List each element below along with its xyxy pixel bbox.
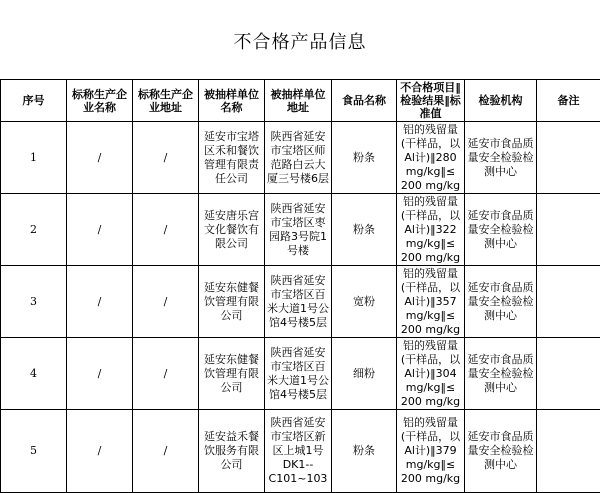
cell-agency: 延安市食品质量安全检验检测中心 — [465, 266, 537, 338]
page-title: 不合格产品信息 — [0, 28, 600, 54]
cell-remark — [537, 410, 600, 493]
cell-remark — [537, 122, 600, 194]
cell-producer-address: / — [133, 338, 199, 410]
cell-agency: 延安市食品质量安全检验检测中心 — [465, 338, 537, 410]
cell-sampled-address: 陕西省延安市宝塔区师范路白云大厦三号楼6层 — [265, 122, 332, 194]
header-sampled-address: 被抽样单位地址 — [265, 80, 332, 122]
header-producer-address: 标称生产企业地址 — [133, 80, 199, 122]
table-row — [1, 194, 600, 266]
header-producer-name: 标称生产企业名称 — [67, 80, 133, 122]
header-food-name: 食品名称 — [332, 80, 397, 122]
cell-producer-name: / — [67, 410, 133, 493]
cell-sampled-address: 陕西省延安市宝塔区百米大道1号公馆4号楼5层 — [265, 338, 332, 410]
table-row — [1, 266, 600, 338]
cell-seq: 5 — [1, 410, 67, 493]
cell-producer-name: / — [67, 122, 133, 194]
cell-remark — [537, 338, 600, 410]
cell-food-name: 粉条 — [332, 410, 397, 493]
cell-food-name: 细粉 — [332, 338, 397, 410]
cell-remark — [537, 194, 600, 266]
cell-food-name: 粉条 — [332, 194, 397, 266]
cell-agency: 延安市食品质量安全检验检测中心 — [465, 122, 537, 194]
header-sampled-unit: 被抽样单位名称 — [199, 80, 265, 122]
table-row — [1, 122, 600, 194]
cell-producer-name: / — [67, 194, 133, 266]
header-seq: 序号 — [1, 80, 67, 122]
unqualified-products-table — [0, 79, 600, 493]
table-row — [1, 410, 600, 493]
header-result: 不合格项目‖检验结果‖标准值 — [397, 80, 465, 122]
cell-result: 铝的残留量(干样品，以Al计)‖379 mg/kg‖≤ 200 mg/kg — [397, 410, 465, 493]
cell-agency: 延安市食品质量安全检验检测中心 — [465, 194, 537, 266]
cell-producer-address: / — [133, 266, 199, 338]
table-row — [1, 338, 600, 410]
cell-result: 铝的残留量(干样品，以Al计)‖357 mg/kg‖≤ 200 mg/kg — [397, 266, 465, 338]
cell-producer-address: / — [133, 410, 199, 493]
cell-sampled-unit: 延安益禾餐饮服务有限公司 — [199, 410, 265, 493]
cell-producer-name: / — [67, 266, 133, 338]
cell-remark — [537, 266, 600, 338]
cell-sampled-address: 陕西省延安市宝塔区枣园路3号院1号楼 — [265, 194, 332, 266]
cell-seq: 1 — [1, 122, 67, 194]
cell-result: 铝的残留量(干样品，以Al计)‖280 mg/kg‖≤ 200 mg/kg — [397, 122, 465, 194]
cell-result: 铝的残留量(干样品，以Al计)‖304 mg/kg‖≤ 200 mg/kg — [397, 338, 465, 410]
header-remark: 备注 — [537, 80, 600, 122]
cell-producer-address: / — [133, 194, 199, 266]
cell-seq: 2 — [1, 194, 67, 266]
cell-sampled-unit: 延安市宝塔区禾和餐饮管理有限责任公司 — [199, 122, 265, 194]
cell-sampled-address: 陕西省延安市宝塔区新区上城1号DK1-- C101~103 — [265, 410, 332, 493]
cell-agency: 延安市食品质量安全检验检测中心 — [465, 410, 537, 493]
cell-food-name: 粉条 — [332, 122, 397, 194]
header-row — [1, 80, 600, 122]
cell-seq: 4 — [1, 338, 67, 410]
cell-producer-name: / — [67, 338, 133, 410]
cell-food-name: 宽粉 — [332, 266, 397, 338]
header-agency: 检验机构 — [465, 80, 537, 122]
cell-producer-address: / — [133, 122, 199, 194]
cell-sampled-unit: 延安唐乐宫文化餐饮有限公司 — [199, 194, 265, 266]
cell-seq: 3 — [1, 266, 67, 338]
cell-sampled-address: 陕西省延安市宝塔区百米大道1号公馆4号楼5层 — [265, 266, 332, 338]
cell-sampled-unit: 延安东健餐饮管理有限公司 — [199, 338, 265, 410]
cell-sampled-unit: 延安东健餐饮管理有限公司 — [199, 266, 265, 338]
cell-result: 铝的残留量(干样品，以Al计)‖322 mg/kg‖≤ 200 mg/kg — [397, 194, 465, 266]
